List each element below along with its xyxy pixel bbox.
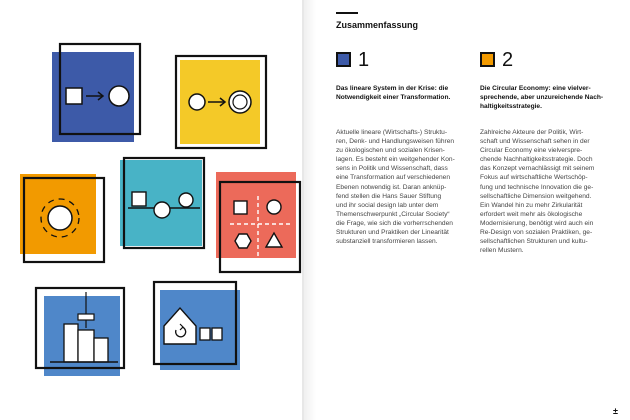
- house-icon: [154, 282, 240, 370]
- dashed-circle-icon: [20, 174, 104, 262]
- page-gutter-shadow: [304, 0, 316, 420]
- factory-icon: [36, 288, 124, 376]
- column-1-heading: Das lineare System in der Krise: die Notwendigkeit einer Transformation.: [336, 85, 451, 102]
- balance-icon: [120, 158, 204, 248]
- column-1-body: Aktuelle lineare (Wirtschafts-) Struktu- ren, Denk- und Handlungsweisen führen zu ökologischen und sozialen Krisen- lagen. Es besteht ein weitgehender Kon- sens in Politik und Wissenschaft, dass eine Transformation auf verschiedenen Ebenen notwendig ist. Daran anknüp- fend stellen die Hans Sauer Stiftung und ihr social design lab unter dem Themenschwerpunkt „Circular Society“ die Frage, wie sich die vorherrschenden Strukturen und Praktiken der Linearität substanziell transformieren lassen.: [336, 129, 455, 246]
- linear-system-icon: [52, 44, 140, 142]
- illustration-page: [0, 0, 302, 420]
- title-rule: [336, 12, 358, 14]
- column-1-color-marker: [336, 52, 351, 67]
- page-corner-mark: ±: [613, 406, 618, 416]
- illustration-grid: [0, 0, 302, 420]
- shapes-grid-icon: [216, 172, 300, 272]
- circle-to-ring-icon: [176, 56, 266, 148]
- column-1-number: 1: [358, 49, 370, 71]
- page-title: Zusammenfassung: [336, 20, 419, 30]
- column-2-heading: Die Circular Economy: eine vielver- sprechende, aber unzureichende Nach- haltigkeitsstrategie.: [480, 85, 604, 111]
- column-2-color-marker: [480, 52, 495, 67]
- column-2-number: 2: [502, 49, 514, 71]
- column-2-body: Zahlreiche Akteure der Politik, Wirt- schaft und Wissenschaft sehen in der Circular Economy eine vielverspre- chende Nachhaltigkeitsstrategie. Doch das Konzept vernachlässigt mit seinem Fokus auf wirtschaftliche Wertschöp- fung und technische Innovation die ge- sellschaftliche Dimension weitgehend. Ein Wandel hin zu mehr Zirkularität erfordert weit mehr als ökologische Modernisierung, benötigt wird auch ein Re-Design von sozialen Praktiken, ge- sellschaftlichen Strukturen und kultu- rellen Mustern.: [480, 129, 595, 255]
